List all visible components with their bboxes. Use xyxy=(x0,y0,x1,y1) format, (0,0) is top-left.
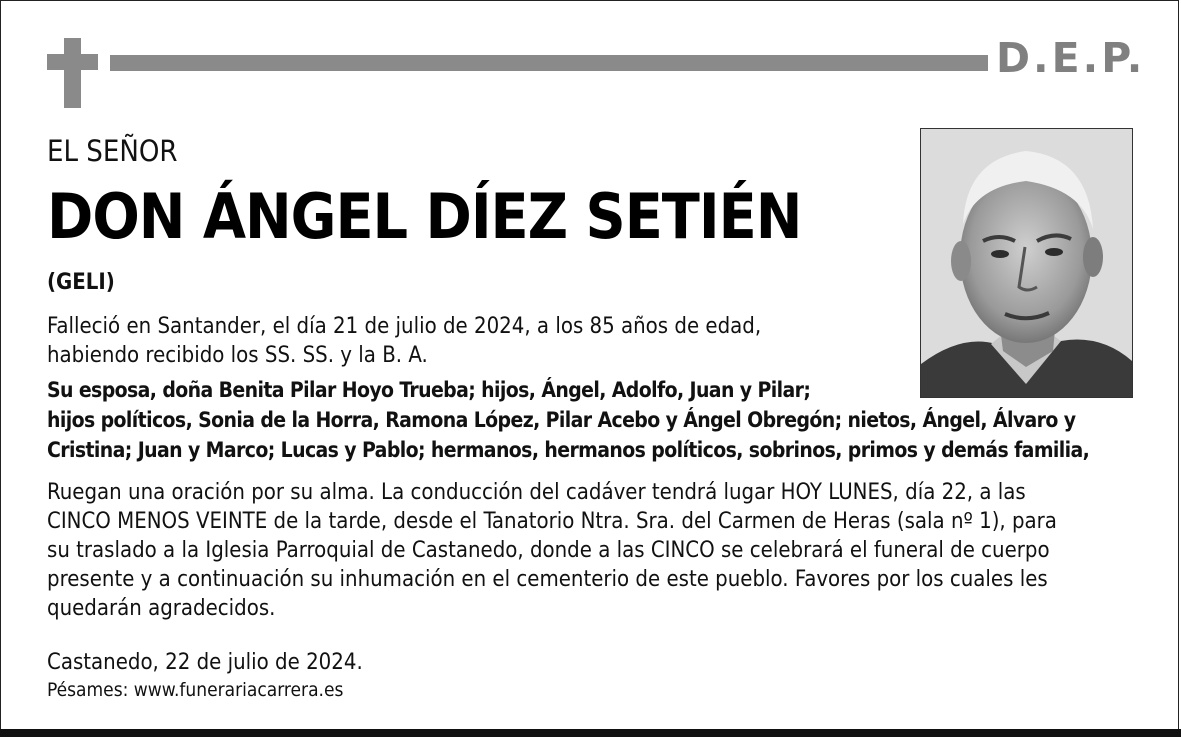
cross-icon-bar xyxy=(47,54,98,70)
portrait-photo xyxy=(920,128,1133,398)
family-line: Cristina; Juan y Marco; Lucas y Pablo; hermanos, hermanos políticos, sobrinos, primos y demás familia, xyxy=(47,438,1090,462)
place-date: Castanedo, 22 de julio de 2024. xyxy=(47,650,363,675)
ceremony-line: su traslado a la Iglesia Parroquial de Castanedo, donde a las CINCO se celebrará el funeral de cuerpo xyxy=(47,538,1050,563)
cross-icon xyxy=(64,38,81,108)
death-line: Falleció en Santander, el día 21 de julio de 2024, a los 85 años de edad, xyxy=(47,314,762,339)
dep-mark: D.E.P. xyxy=(996,34,1146,82)
ceremony-line: presente y a continuación su inhumación en el cementerio de este pueblo. Favores por los cuales les xyxy=(47,567,1048,592)
ceremony-line: CINCO MENOS VEINTE de la tarde, desde el Tanatorio Ntra. Sra. del Carmen de Heras (sala nº 1), para xyxy=(47,509,1057,534)
header-rule xyxy=(110,55,988,71)
ceremony-line: quedarán agradecidos. xyxy=(47,596,276,621)
bottom-rule xyxy=(0,729,1181,737)
death-line: habiendo recibido los SS. SS. y la B. A. xyxy=(47,343,428,368)
nickname: (GELI) xyxy=(47,270,115,295)
portrait-image xyxy=(921,129,1132,397)
family-line: Su esposa, doña Benita Pilar Hoyo Trueba; hijos, Ángel, Adolfo, Juan y Pilar; xyxy=(47,378,811,402)
honorific: EL SEÑOR xyxy=(47,134,178,168)
condolences-line: Pésames: www.funerariacarrera.es xyxy=(47,679,344,701)
ceremony-line: Ruegan una oración por su alma. La conducción del cadáver tendrá lugar HOY LUNES, día 22, a las xyxy=(47,480,1026,505)
family-line: hijos políticos, Sonia de la Horra, Ramona López, Pilar Acebo y Ángel Obregón; nietos, Ángel, Álvaro y xyxy=(47,408,1076,432)
deceased-name: DON ÁNGEL DÍEZ SETIÉN xyxy=(47,180,802,253)
